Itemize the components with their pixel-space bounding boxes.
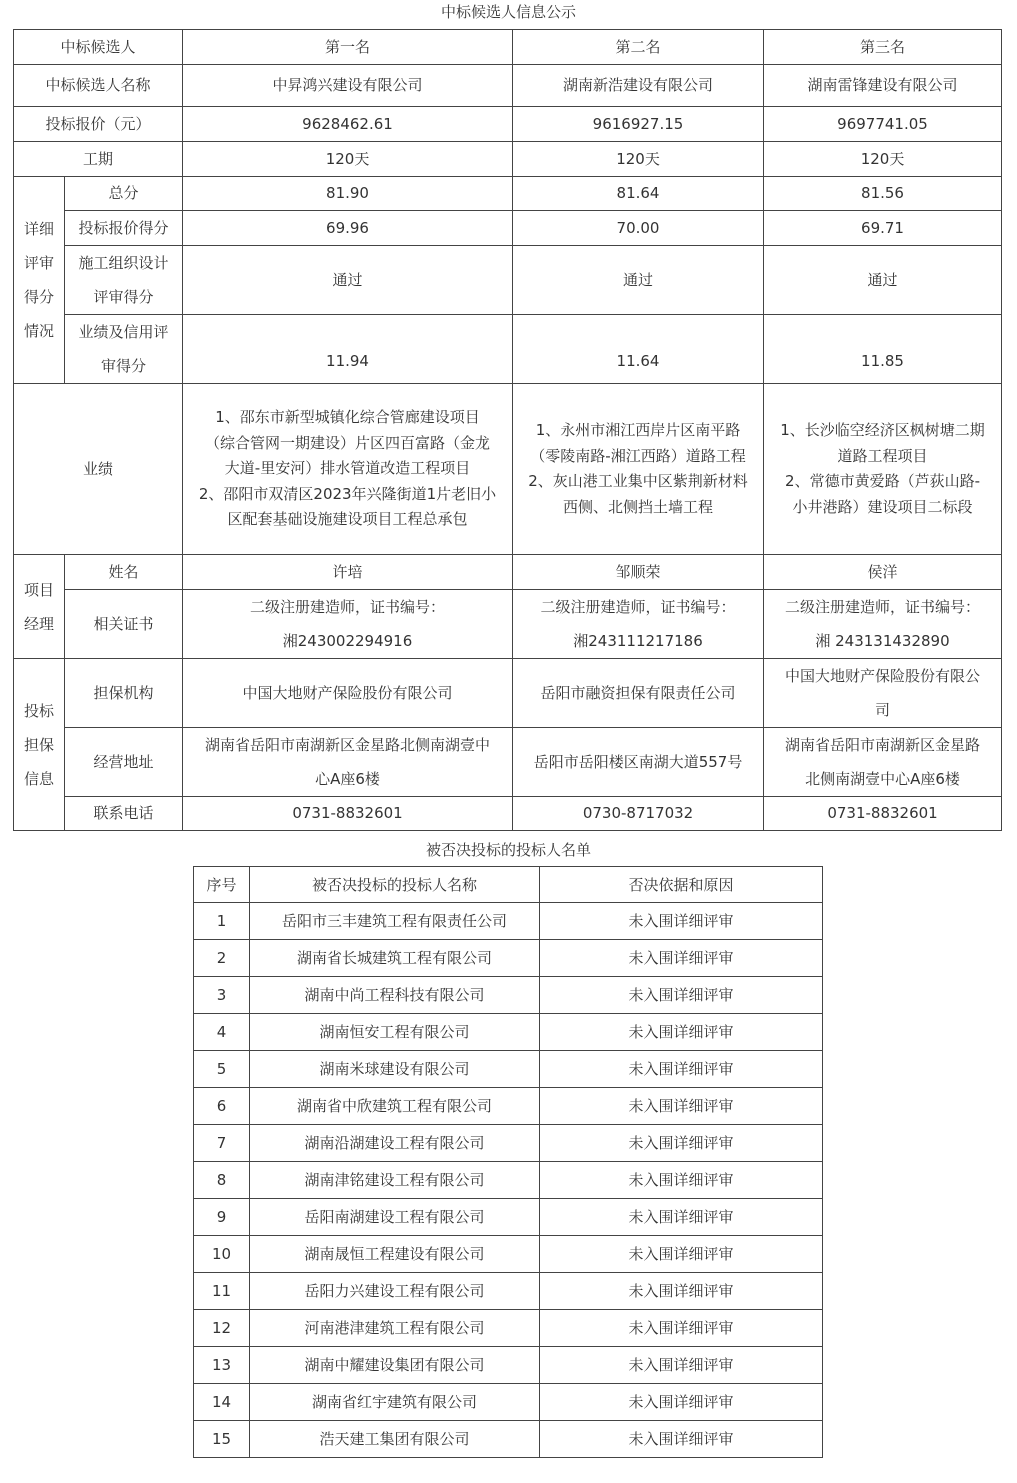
pm-name-row (14, 555, 1002, 590)
pm-certificate (183, 590, 513, 659)
table-row (194, 1125, 823, 1162)
row-index: 10 (194, 1236, 250, 1273)
table-row (194, 1384, 823, 1421)
table-row (194, 903, 823, 940)
credit-score: 11.94 (183, 315, 513, 384)
construction-period: 120天 (183, 142, 513, 177)
achievement-line: 道路工程项目 (837, 446, 928, 465)
rejected-bidders-table (193, 866, 823, 1458)
bidder-name: 湖南晟恒工程建设有限公司 (250, 1236, 540, 1273)
design-result: 通过 (764, 246, 1002, 315)
rejection-reason: 未入围详细评审 (540, 1199, 823, 1236)
table-row (194, 1273, 823, 1310)
achievement-line: （综合管网一期建设）片区四百富路（金龙 (205, 433, 491, 452)
design-score-row (14, 246, 1002, 315)
label-line: 信息 (23, 769, 54, 788)
bid-price: 9628462.61 (183, 107, 513, 142)
achievement-line: 小井港路）建设项目二标段 (792, 497, 973, 516)
guarantor-line: 岳阳市融资担保有限责任公司 (540, 684, 736, 702)
row-index: 9 (194, 1199, 250, 1236)
achievement-line: （零陵南路-湘江西路）道路工程 (530, 446, 746, 465)
row-index: 12 (194, 1310, 250, 1347)
row-index: 4 (194, 1014, 250, 1051)
label-line: 评审 (23, 254, 54, 272)
label-line: 施工组织设计 (78, 254, 169, 272)
business-address (764, 728, 1002, 797)
phone-row (14, 797, 1002, 831)
row-index: 2 (194, 940, 250, 977)
bidder-name: 河南港津建筑工程有限公司 (250, 1310, 540, 1347)
achievement-row (14, 384, 1002, 555)
table-row (194, 1051, 823, 1088)
row-index: 13 (194, 1347, 250, 1384)
rejection-reason: 未入围详细评审 (540, 1236, 823, 1273)
table-row (194, 1199, 823, 1236)
bidder-name: 湖南省红宇建筑有限公司 (250, 1384, 540, 1421)
table-row (194, 977, 823, 1014)
rejection-reason: 未入围详细评审 (540, 1421, 823, 1458)
bid-price: 9697741.05 (764, 107, 1002, 142)
guarantee-group-label (14, 659, 65, 831)
period-label: 工期 (14, 142, 183, 177)
col-header-reason: 否决依据和原因 (540, 867, 823, 903)
achievement-line: 大道-里安河）排水管道改造工程项目 (224, 459, 471, 478)
bidder-name: 湖南省中欣建筑工程有限公司 (250, 1088, 540, 1125)
guarantor (513, 659, 764, 728)
achievement-line: 区配套基础设施建设项目工程总承包 (227, 510, 468, 529)
bidder-name: 湖南恒安工程有限公司 (250, 1014, 540, 1051)
achievement-line: 1、长沙临空经济区枫树塘二期 (780, 421, 985, 439)
table-row (194, 1162, 823, 1199)
price-score-row (14, 211, 1002, 246)
header-row (14, 30, 1002, 65)
table-row (194, 1236, 823, 1273)
guarantor-label: 担保机构 (65, 659, 183, 728)
phone-number: 0731-8832601 (764, 797, 1002, 831)
achievement-label: 业绩 (14, 384, 183, 555)
phone-label: 联系电话 (65, 797, 183, 831)
achievement-line: 2、灰山港工业集中区紫荆新材料 (528, 472, 748, 490)
row-index: 11 (194, 1273, 250, 1310)
rejection-reason: 未入围详细评审 (540, 1125, 823, 1162)
pm-cert-label: 相关证书 (65, 590, 183, 659)
achievement-line: 1、邵东市新型城镇化综合管廊建设项目 (215, 408, 480, 427)
total-score: 81.64 (513, 177, 764, 211)
achievement-list (183, 384, 513, 555)
guarantor-row (14, 659, 1002, 728)
row-index: 15 (194, 1421, 250, 1458)
pm-certificate (764, 590, 1002, 659)
col-header-index: 序号 (194, 867, 250, 903)
price-score: 69.71 (764, 211, 1002, 246)
address-line: 北侧南湖壹中心A座6楼 (805, 770, 960, 788)
business-address (183, 728, 513, 797)
address-label: 经营地址 (65, 728, 183, 797)
row-index: 5 (194, 1051, 250, 1088)
design-result: 通过 (513, 246, 764, 315)
bidder-name: 岳阳市三丰建筑工程有限责任公司 (250, 903, 540, 940)
table-row (194, 1421, 823, 1458)
bidder-name: 湖南中尚工程科技有限公司 (250, 977, 540, 1014)
construction-period: 120天 (764, 142, 1002, 177)
bidder-name: 湖南米球建设有限公司 (250, 1051, 540, 1088)
rejection-reason: 未入围详细评审 (540, 1051, 823, 1088)
label-line: 经理 (23, 614, 54, 633)
candidate-table (13, 29, 1002, 831)
candidate-name: 湖南新浩建设有限公司 (513, 65, 764, 107)
pm-cert-row (14, 590, 1002, 659)
rejected-title: 被否决投标的投标人名单 (425, 841, 591, 859)
name-label: 中标候选人名称 (14, 65, 183, 107)
project-manager-group-label (14, 555, 65, 659)
row-index: 1 (194, 903, 250, 940)
period-row (14, 142, 1002, 177)
label-line: 情况 (23, 322, 54, 340)
label-line: 业绩及信用评 (78, 323, 169, 341)
label-line: 评审得分 (93, 288, 154, 306)
bidder-name: 浩天建工集团有限公司 (250, 1421, 540, 1458)
price-score: 69.96 (183, 211, 513, 246)
cert-line: 二级注册建造师，证书编号： (540, 598, 736, 616)
header-first: 第一名 (183, 30, 513, 65)
table-row (194, 1310, 823, 1347)
rejection-reason: 未入围详细评审 (540, 940, 823, 977)
pm-name: 许培 (183, 555, 513, 590)
total-score: 81.90 (183, 177, 513, 211)
credit-score: 11.64 (513, 315, 764, 384)
guarantor-line: 中国大地财产保险股份有限公司 (242, 684, 453, 702)
address-row (14, 728, 1002, 797)
address-line: 心A座6楼 (315, 770, 380, 788)
label-line: 担保 (23, 735, 54, 754)
rejection-reason: 未入围详细评审 (540, 1014, 823, 1051)
header-second: 第二名 (513, 30, 764, 65)
bidder-name: 湖南中耀建设集团有限公司 (250, 1347, 540, 1384)
address-line: 湖南省岳阳市南湖新区金星路北侧南湖壹中 (205, 736, 491, 754)
address-line: 湖南省岳阳市南湖新区金星路 (785, 736, 981, 754)
cert-line: 二级注册建造师，证书编号： (785, 598, 981, 616)
bid-price: 9616927.15 (513, 107, 764, 142)
total-score-row (14, 177, 1002, 211)
pm-name: 侯洋 (764, 555, 1002, 590)
bidder-name: 湖南沿湖建设工程有限公司 (250, 1125, 540, 1162)
achievement-line: 2、常德市黄爱路（芦荻山路- (785, 472, 980, 490)
name-row (14, 65, 1002, 107)
rejection-reason: 未入围详细评审 (540, 1088, 823, 1125)
bidder-name: 岳阳南湖建设工程有限公司 (250, 1199, 540, 1236)
label-line: 得分 (23, 288, 54, 306)
row-index: 8 (194, 1162, 250, 1199)
table-row (194, 940, 823, 977)
price-row (14, 107, 1002, 142)
page-title: 中标候选人信息公示 (440, 3, 576, 21)
detail-score-group-label (14, 177, 65, 384)
total-score-label: 总分 (65, 177, 183, 211)
address-line: 岳阳市岳阳楼区南湖大道557号 (533, 753, 743, 771)
candidate-name: 中昇鸿兴建设有限公司 (183, 65, 513, 107)
design-result: 通过 (183, 246, 513, 315)
rejection-reason: 未入围详细评审 (540, 1310, 823, 1347)
construction-period: 120天 (513, 142, 764, 177)
label-line: 项目 (23, 580, 54, 599)
label-line: 投标 (23, 701, 54, 720)
rejection-reason: 未入围详细评审 (540, 903, 823, 940)
total-score: 81.56 (764, 177, 1002, 211)
cert-line: 湘243111217186 (573, 632, 703, 650)
row-index: 7 (194, 1125, 250, 1162)
row-index: 6 (194, 1088, 250, 1125)
rejection-reason: 未入围详细评审 (540, 1347, 823, 1384)
guarantor (183, 659, 513, 728)
credit-score-label (65, 315, 183, 384)
bidder-name: 岳阳力兴建设工程有限公司 (250, 1273, 540, 1310)
cert-line: 湘 243131432890 (815, 632, 950, 650)
rejection-reason: 未入围详细评审 (540, 977, 823, 1014)
rejected-header-row (194, 867, 823, 903)
pm-name: 邹顺荣 (513, 555, 764, 590)
cert-line: 湘243002294916 (282, 632, 413, 650)
bidder-name: 湖南省长城建筑工程有限公司 (250, 940, 540, 977)
price-score-label: 投标报价得分 (65, 211, 183, 246)
guarantor-line: 中国大地财产保险股份有限公 (785, 667, 981, 685)
price-score: 70.00 (513, 211, 764, 246)
business-address (513, 728, 764, 797)
label-line: 审得分 (101, 357, 147, 375)
guarantor (764, 659, 1002, 728)
design-score-label (65, 246, 183, 315)
cert-line: 二级注册建造师，证书编号： (250, 598, 446, 616)
rejection-reason: 未入围详细评审 (540, 1273, 823, 1310)
table-row (194, 1014, 823, 1051)
achievement-line: 西侧、北侧挡土墙工程 (563, 497, 714, 516)
phone-number: 0730-8717032 (513, 797, 764, 831)
rejection-reason: 未入围详细评审 (540, 1162, 823, 1199)
phone-number: 0731-8832601 (183, 797, 513, 831)
bidder-name: 湖南津铭建设工程有限公司 (250, 1162, 540, 1199)
pm-certificate (513, 590, 764, 659)
achievement-list (513, 384, 764, 555)
candidate-name: 湖南雷锋建设有限公司 (764, 65, 1002, 107)
achievement-list (764, 384, 1002, 555)
guarantor-line: 司 (875, 701, 891, 719)
label-line: 详细 (23, 220, 54, 238)
header-label: 中标候选人 (14, 30, 183, 65)
col-header-name: 被否决投标的投标人名称 (250, 867, 540, 903)
rejection-reason: 未入围详细评审 (540, 1384, 823, 1421)
pm-name-label: 姓名 (65, 555, 183, 590)
row-index: 3 (194, 977, 250, 1014)
table-row (194, 1347, 823, 1384)
credit-score: 11.85 (764, 315, 1002, 384)
price-label: 投标报价（元） (14, 107, 183, 142)
table-row (194, 1088, 823, 1125)
row-index: 14 (194, 1384, 250, 1421)
achievement-line: 1、永州市湘江西岸片区南平路 (535, 421, 741, 439)
header-third: 第三名 (764, 30, 1002, 65)
credit-score-row (14, 315, 1002, 384)
achievement-line: 2、邵阳市双清区2023年兴隆街道1片老旧小 (198, 484, 497, 503)
